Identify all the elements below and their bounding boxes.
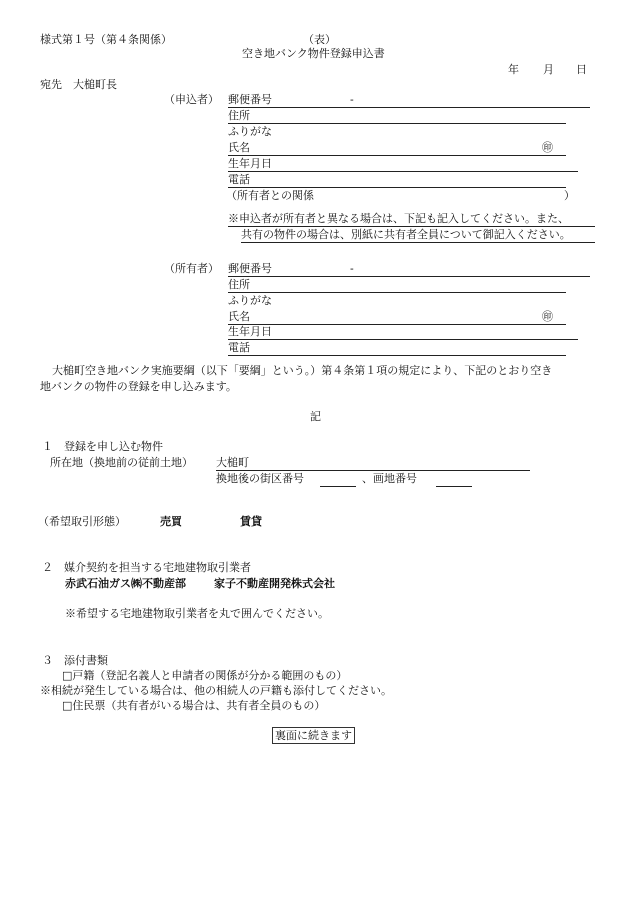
postal-dash: - xyxy=(350,93,354,106)
date-year: 年 xyxy=(508,63,519,76)
seal-icon: ㊞ xyxy=(542,310,553,323)
owner-furigana-field[interactable]: ふりがな xyxy=(228,294,272,307)
paragraph-line-2: 地バンクの物件の登録を申し込みます。 xyxy=(40,380,237,393)
lot-label: 、画地番号 xyxy=(362,472,417,485)
owner-role: （所有者） xyxy=(164,262,219,275)
postal-label: 郵便番号 xyxy=(228,93,272,106)
page-title: 空き地バンク物件登録申込書 xyxy=(242,47,385,60)
phone-label: 電話 xyxy=(228,341,250,354)
date-month: 月 xyxy=(543,63,554,76)
form-number: 様式第１号（第４条関係） xyxy=(40,33,172,46)
lot-number-field[interactable] xyxy=(436,472,472,487)
applicant-postal-field[interactable] xyxy=(228,93,590,108)
owner-postal-field[interactable] xyxy=(228,262,590,277)
continue-on-back-label: 裏面に続きます xyxy=(272,727,355,744)
attachment-koseki-checkbox[interactable]: □戸籍（登記名義人と申請者の関係が分かる範囲のもの） xyxy=(62,669,348,682)
seal-icon: ㊞ xyxy=(542,141,553,154)
applicant-name-field[interactable] xyxy=(228,141,566,156)
name-label: 氏名 xyxy=(228,310,250,323)
address-label: 住所 xyxy=(228,109,250,122)
attachment-koseki-note: ※相続が発生している場合は、他の相続人の戸籍も添付してください。 xyxy=(40,684,392,697)
addressee: 宛先 大槌町長 xyxy=(40,78,117,91)
applicant-birthdate-field[interactable] xyxy=(228,157,578,172)
applicant-role: （申込者） xyxy=(164,93,219,106)
company-option-1[interactable]: 赤武石油ガス㈱不動産部 xyxy=(65,577,186,590)
address-label: 住所 xyxy=(228,278,250,291)
note-line-1: ※申込者が所有者と異なる場合は、下記も記入してください。また、 xyxy=(228,212,595,227)
trade-option-sale[interactable]: 売買 xyxy=(160,515,182,528)
company-note: ※希望する宅地建物取引業者を丸で囲んでください。 xyxy=(65,607,329,620)
attachment-juminhyo-checkbox[interactable]: □住民票（共有者がいる場合は、共有者全員のもの） xyxy=(62,699,326,712)
applicant-address-field[interactable] xyxy=(228,109,566,124)
date-day: 日 xyxy=(576,63,587,76)
applicant-phone-field[interactable] xyxy=(228,173,566,188)
section-2-heading: ２ 媒介契約を担当する宅地建物取引業者 xyxy=(42,561,251,574)
trade-label: （希望取引形態） xyxy=(38,515,126,528)
note-line-2: 共有の物件の場合は、別紙に共有者全員について御記入ください。 xyxy=(241,228,595,243)
ki-label: 記 xyxy=(310,410,321,423)
owner-birthdate-field[interactable] xyxy=(228,325,578,340)
relation-label: （所有者との関係 xyxy=(226,189,314,202)
owner-address-field[interactable] xyxy=(228,278,566,293)
birthdate-label: 生年月日 xyxy=(228,325,272,338)
owner-phone-field[interactable] xyxy=(228,341,566,356)
relation-close: ） xyxy=(564,189,575,202)
trade-option-rent[interactable]: 賃貸 xyxy=(240,515,262,528)
location-label: 所在地（換地前の従前土地） xyxy=(50,456,193,469)
postal-label: 郵便番号 xyxy=(228,262,272,275)
applicant-furigana-field[interactable]: ふりがな xyxy=(228,125,272,138)
side-label: （表） xyxy=(303,33,336,46)
block-number-field[interactable] xyxy=(320,472,356,487)
owner-name-field[interactable] xyxy=(228,310,566,325)
birthdate-label: 生年月日 xyxy=(228,157,272,170)
section-1-heading: １ 登録を申し込む物件 xyxy=(42,440,163,453)
postal-dash: - xyxy=(350,262,354,275)
section-3-heading: ３ 添付書類 xyxy=(42,654,108,667)
location-field[interactable] xyxy=(216,456,530,471)
name-label: 氏名 xyxy=(228,141,250,154)
block-label: 換地後の街区番号 xyxy=(216,472,304,485)
paragraph-line-1: 大槌町空き地バンク実施要綱（以下「要綱」という。）第４条第１項の規定により、下記のとおり空き xyxy=(52,364,553,377)
company-option-2[interactable]: 家子不動産開発株式会社 xyxy=(214,577,335,590)
location-value: 大槌町 xyxy=(216,456,249,469)
phone-label: 電話 xyxy=(228,173,250,186)
